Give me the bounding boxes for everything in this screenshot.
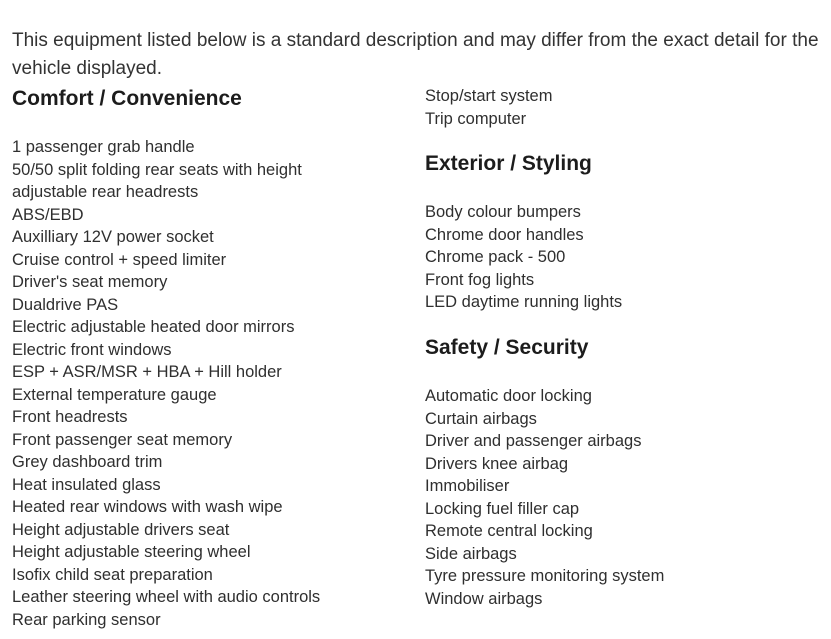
list-item: Auxilliary 12V power socket: [12, 228, 214, 246]
list-item: Driver and passenger airbags: [425, 432, 642, 450]
list-item: Remote central locking: [425, 522, 593, 540]
list-item: 1 passenger grab handle: [12, 138, 195, 156]
list-item: Cruise control + speed limiter: [12, 250, 227, 269]
list-item: Rear parking sensor: [12, 610, 161, 629]
list-item: Tyre pressure monitoring system: [425, 567, 665, 585]
list-item: Leather steering wheel with audio controls: [12, 588, 321, 606]
list-item: Electric front windows: [12, 340, 172, 359]
list-item: Front headrests: [12, 408, 128, 426]
list-item: Front fog lights: [425, 270, 535, 289]
list-item: Curtain airbags: [425, 409, 537, 428]
list-item: LED daytime running lights: [425, 293, 623, 311]
list-item: Automatic door locking: [425, 387, 592, 405]
list-item: Stop/start system: [425, 87, 553, 105]
list-item: ESP + ASR/MSR + HBA + Hill holder: [12, 363, 282, 381]
list-item: Body colour bumpers: [425, 203, 581, 221]
exterior-styling-heading: Exterior / Styling: [425, 152, 592, 175]
list-item: ABS/EBD: [12, 205, 84, 224]
list-item: Heated rear windows with wash wipe: [12, 498, 283, 516]
list-item: External temperature gauge: [12, 385, 217, 404]
list-item: Front passenger seat memory: [12, 430, 233, 449]
list-item: Drivers knee airbag: [425, 454, 569, 473]
safety-security-list: [425, 385, 825, 610]
list-item: Height adjustable drivers seat: [12, 520, 230, 539]
list-item: Immobiliser: [425, 477, 510, 495]
list-item: Height adjustable steering wheel: [12, 543, 251, 561]
exterior-styling-list: [425, 201, 825, 314]
comfort-convenience-heading: Comfort / Convenience: [12, 87, 242, 110]
list-item: Locking fuel filler cap: [425, 499, 580, 518]
list-item: Driver's seat memory: [12, 273, 168, 291]
list-item: Chrome pack - 500: [425, 248, 566, 266]
safety-security-heading: Safety / Security: [425, 336, 589, 359]
list-item: Isofix child seat preparation: [12, 565, 213, 584]
list-item: Side airbags: [425, 544, 517, 563]
comfort-convenience-list: [12, 136, 352, 631]
list-item: Grey dashboard trim: [12, 453, 163, 471]
list-item: Heat insulated glass: [12, 475, 161, 494]
comfort-convenience-list-continued: [425, 85, 825, 130]
list-item: Electric adjustable heated door mirrors: [12, 318, 295, 336]
list-item: 50/50 split folding rear seats with height adjustable rear headrests: [12, 160, 302, 201]
list-item: Chrome door handles: [425, 225, 584, 244]
list-item: Dualdrive PAS: [12, 295, 119, 314]
list-item: Window airbags: [425, 589, 543, 608]
list-item: Trip computer: [425, 109, 527, 128]
equipment-disclaimer: This equipment listed below is a standard description and may differ from the exact detail for the vehicle displayed.: [12, 30, 819, 79]
